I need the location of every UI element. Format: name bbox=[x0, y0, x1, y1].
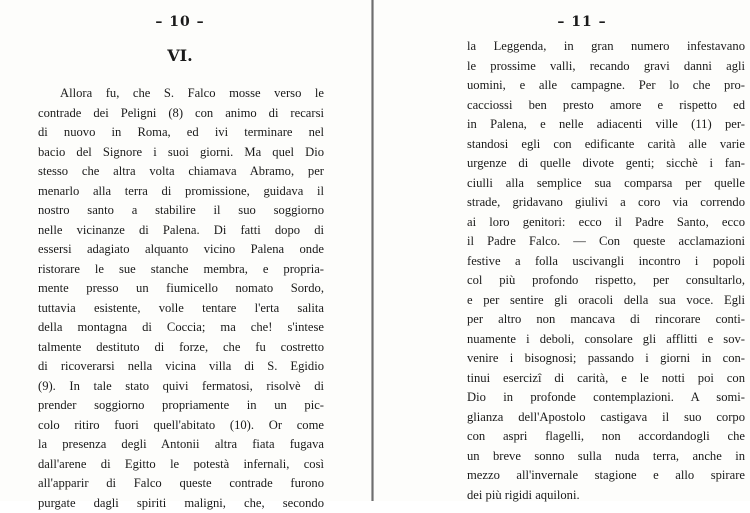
left-page-text bbox=[38, 84, 324, 513]
text-line: nelle vicinanze di Palena. Di fatti dopo di bbox=[38, 221, 324, 241]
left-page bbox=[0, 0, 372, 501]
text-line: nuamente i deboli, consolare gli afflitti e sov- bbox=[467, 330, 745, 350]
text-line: all'apparir di Falco queste contrade furono bbox=[38, 474, 324, 494]
text-line: urgenze di quelle divote genti; sicchè i fan- bbox=[467, 154, 745, 174]
text-line: e per sentire gli oracoli della sua voce. Egli bbox=[467, 291, 745, 311]
text-line: stesso che altra volta chiamava Abramo, per bbox=[38, 162, 324, 182]
text-line: prender soggiorno propriamente in un pic- bbox=[38, 396, 324, 416]
text-line: di ricoverarsi nella vicina villa di S. Egidio bbox=[38, 357, 324, 377]
text-line: ciulli alla semplice sua comparsa per quelle bbox=[467, 174, 745, 194]
text-line: bacio del Signore i suoi giorni. Ma quel Dio bbox=[38, 143, 324, 163]
text-line: Dio in profonde contemplazioni. A somi- bbox=[467, 388, 745, 408]
text-line: di nuovo in Roma, ed ivi terminare nel bbox=[38, 123, 324, 143]
text-line: dei più rigidi aquiloni. bbox=[467, 486, 745, 506]
text-line: strade, gridavano giulivi a coro via correndo bbox=[467, 193, 745, 213]
text-line: (9). In tale stato quivi fermatosi, risolvè di bbox=[38, 377, 324, 397]
text-line: purgate dagli spiriti maligni, che, secondo bbox=[38, 494, 324, 513]
text-line: essersi adagiato alquanto vicino Palena onde bbox=[38, 240, 324, 260]
text-line: per altro non mancava di rincorare conti- bbox=[467, 310, 745, 330]
text-line: talmente destituto di forze, che fu costretto bbox=[38, 338, 324, 358]
text-line: Allora fu, che S. Falco mosse verso le bbox=[38, 84, 324, 104]
text-line: nostro santo a stabilire il suo soggiorno bbox=[38, 201, 324, 221]
page-number-right: – 11 – bbox=[414, 14, 750, 30]
text-line: uomini, e alle campagne. Per lo che pro- bbox=[467, 76, 745, 96]
text-line: mente presso un fiumicello nomato Sordo, bbox=[38, 279, 324, 299]
text-line: dall'arene di Egitto le potestà infernali, così bbox=[38, 455, 324, 475]
text-line: col più profondo rispetto, per consultarlo, bbox=[467, 271, 745, 291]
text-line: con aspri flagelli, non accordandogli che bbox=[467, 427, 745, 447]
text-line: la Leggenda, in gran numero infestavano bbox=[467, 37, 745, 57]
text-line: il Padre Falco. — Con queste acclamazioni bbox=[467, 232, 745, 252]
text-line: venire i bisognosi; passando i giorni in con- bbox=[467, 349, 745, 369]
text-line: tuttavia esistente, volle tentare l'erta salita bbox=[38, 299, 324, 319]
text-line: colo ritiro fuori quell'abitato (10). Or come bbox=[38, 416, 324, 436]
text-line: cacciossi ben presto amore e rispetto ed bbox=[467, 96, 745, 116]
text-line: le prossime valli, recando gravi danni agli bbox=[467, 57, 745, 77]
text-line: un breve sonno sulla nuda terra, anche in bbox=[467, 447, 745, 467]
text-line: in Palena, e nelle adiacenti ville (11) per- bbox=[467, 115, 745, 135]
text-line: festive a folla uscivangli incontro i popoli bbox=[467, 252, 745, 272]
text-line: tinui esercizî di carità, e le notti poi con bbox=[467, 369, 745, 389]
text-line: contrade dei Peligni (8) con animo di recarsi bbox=[38, 104, 324, 124]
right-page-text bbox=[467, 37, 745, 505]
text-line: la presenza degli Antonii altra fiata fugava bbox=[38, 435, 324, 455]
text-line: mezzo all'invernale stagione e allo spirare bbox=[467, 466, 745, 486]
text-line: ristorare le sue stanche membra, e propria- bbox=[38, 260, 324, 280]
page-number-left: – 10 – bbox=[0, 14, 360, 30]
text-line: della montagna di Coccia; ma che! s'intese bbox=[38, 318, 324, 338]
text-line: glianza dell'Apostolo castigava il suo corpo bbox=[467, 408, 745, 428]
text-line: standosi egli con edificante carità alle varie bbox=[467, 135, 745, 155]
text-line: ai loro genitori: ecco il Padre Santo, ecco bbox=[467, 213, 745, 233]
right-page bbox=[374, 0, 750, 501]
chapter-heading: VI. bbox=[0, 46, 360, 65]
text-line: menarlo alla terra di promissione, guidava il bbox=[38, 182, 324, 202]
